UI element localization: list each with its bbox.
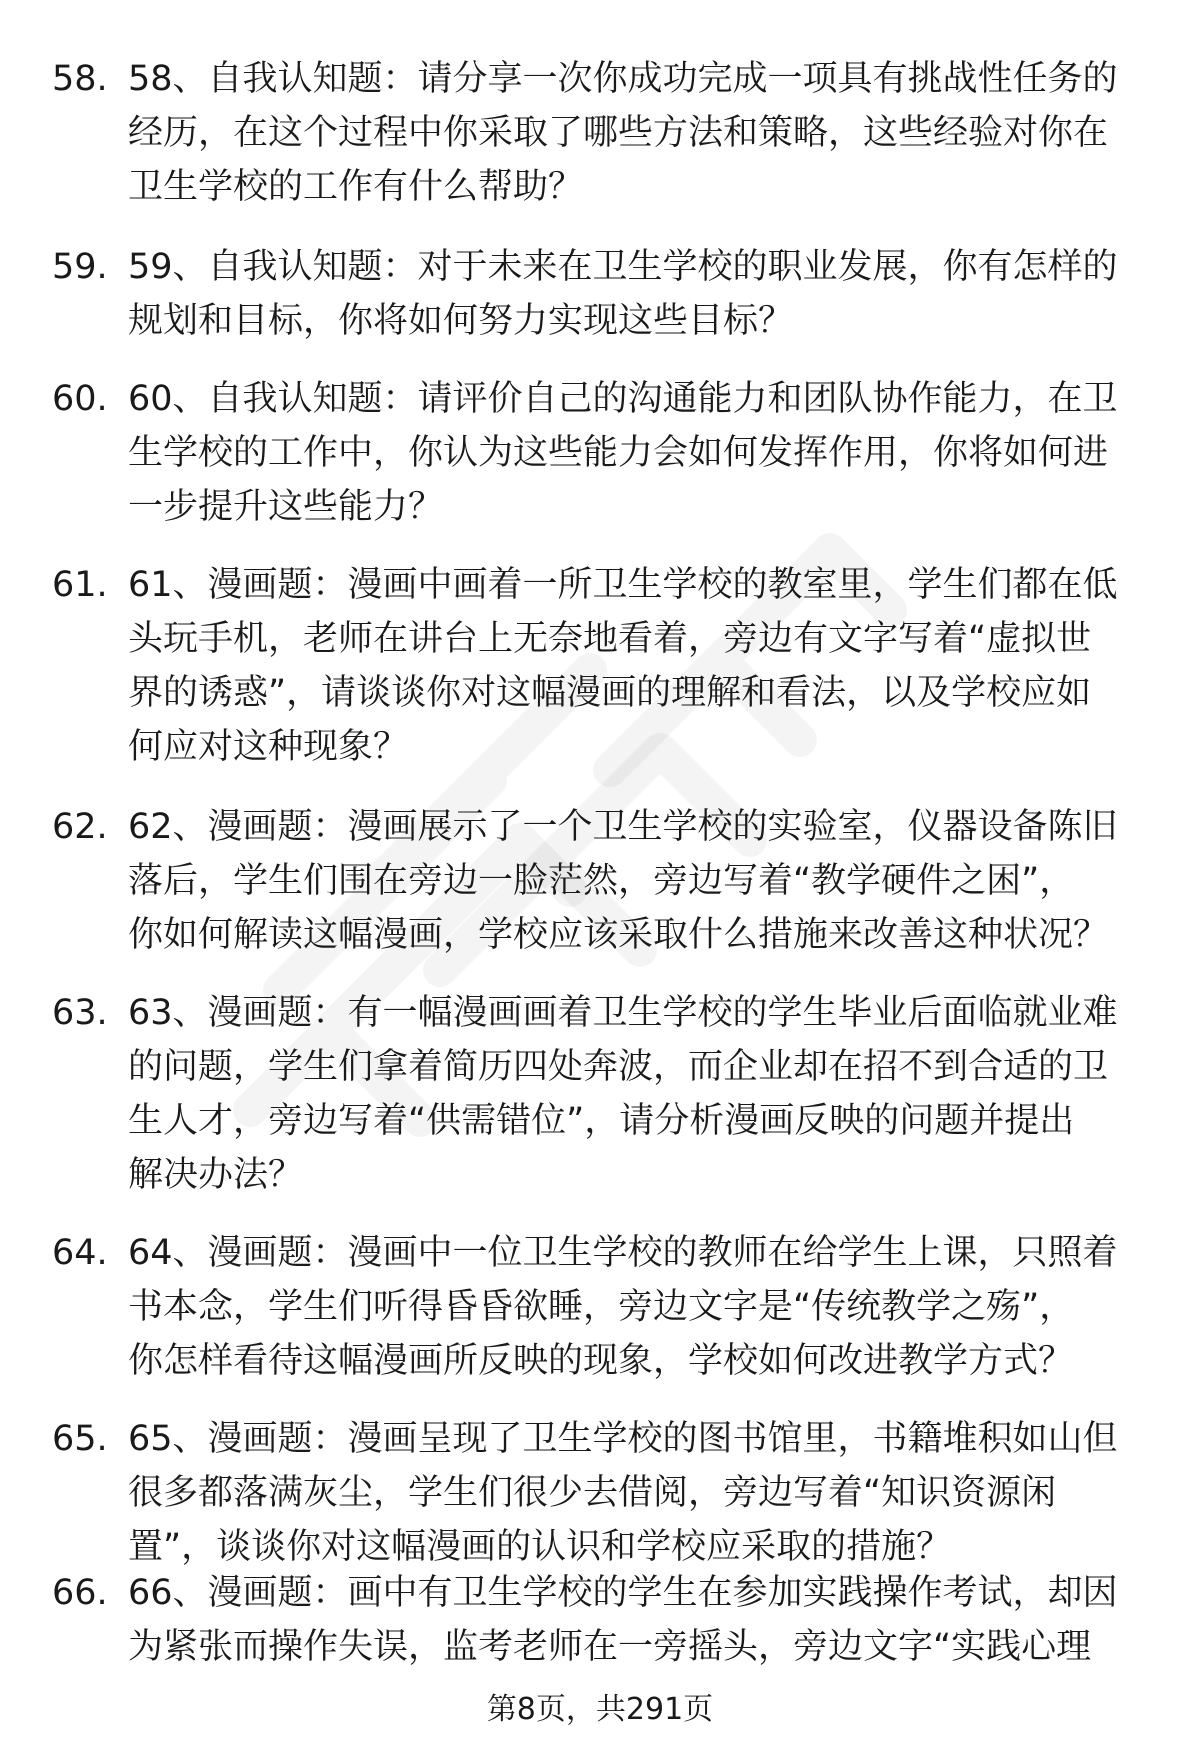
question-number: 65. — [52, 1419, 108, 1459]
question-number: 60. — [52, 379, 108, 419]
question-text — [128, 558, 1153, 774]
question-text-line: 你怎样看待这幅漫画所反映的现象，学校如何改进教学方式？ — [128, 1341, 1074, 1381]
question-text-line: 59、自我认知题：对于未来在卫生学校的职业发展，你有怎样的 — [128, 247, 1118, 287]
question-text-line: 规划和目标，你将如何努力实现这些目标？ — [128, 301, 794, 341]
question-text — [128, 1226, 1153, 1388]
question-number: 59. — [52, 247, 108, 287]
question-text-line: 经历，在这个过程中你采取了哪些方法和策略，这些经验对你在 — [128, 113, 1109, 153]
question-text-line: 头玩手机，老师在讲台上无奈地看着，旁边有文字写着“虚拟世 — [128, 619, 1092, 659]
question-text-line: 的问题，学生们拿着简历四处奔波，而企业却在招不到合适的卫 — [128, 1047, 1109, 1087]
question-text — [128, 1412, 1153, 1574]
question-text-line: 置”，谈谈你对这幅漫画的认识和学校应采取的措施？ — [128, 1527, 952, 1567]
question-text-line: 生学校的工作中，你认为这些能力会如何发挥作用，你将如何进 — [128, 433, 1109, 473]
question-number: 66. — [52, 1573, 108, 1613]
question-text-line: 65、漫画题：漫画呈现了卫生学校的图书馆里，书籍堆积如山但 — [128, 1419, 1118, 1459]
question-text-line: 书本念，学生们听得昏昏欲睡，旁边文字是“传统教学之殇”， — [128, 1287, 1075, 1327]
question-text-line: 很多都落满灰尘，学生们很少去借阅，旁边写着“知识资源闲 — [128, 1473, 1057, 1513]
question-text-line: 落后，学生们围在旁边一脸茫然，旁边写着“教学硬件之困”， — [128, 861, 1075, 901]
question-text-line: 64、漫画题：漫画中一位卫生学校的教师在给学生上课，只照着 — [128, 1233, 1118, 1273]
question-text-line: 一步提升这些能力？ — [128, 487, 444, 527]
question-number: 62. — [52, 807, 108, 847]
question-text-line: 62、漫画题：漫画展示了一个卫生学校的实验室，仪器设备陈旧 — [128, 807, 1118, 847]
question-text-line: 解决办法？ — [128, 1155, 304, 1195]
question-text — [128, 52, 1153, 214]
question-number: 64. — [52, 1233, 108, 1273]
question-text-line: 60、自我认知题：请评价自己的沟通能力和团队协作能力，在卫 — [128, 379, 1118, 419]
question-text — [128, 986, 1153, 1202]
question-text-line: 生人才，旁边写着“供需错位”，请分析漫画反映的问题并提出 — [128, 1101, 1075, 1141]
question-text-line: 卫生学校的工作有什么帮助？ — [128, 167, 584, 207]
question-text-line: 58、自我认知题：请分享一次你成功完成一项具有挑战性任务的 — [128, 59, 1118, 99]
question-text-line: 63、漫画题：有一幅漫画画着卫生学校的学生毕业后面临就业难 — [128, 993, 1118, 1033]
question-text-line: 61、漫画题：漫画中画着一所卫生学校的教室里，学生们都在低 — [128, 565, 1118, 605]
question-text-line: 何应对这种现象？ — [128, 727, 409, 767]
question-number: 63. — [52, 993, 108, 1033]
question-text-line: 界的诱惑”，请谈谈你对这幅漫画的理解和看法，以及学校应如 — [128, 673, 1092, 713]
question-text-line: 为紧张而操作失误，监考老师在一旁摇头，旁边文字“实践心理 — [128, 1627, 1092, 1667]
question-text — [128, 800, 1153, 962]
question-number: 61. — [52, 565, 108, 605]
page-footer: 第8页，共291页 — [486, 1692, 714, 1727]
question-text — [128, 1566, 1153, 1674]
question-text — [128, 240, 1153, 348]
question-text — [128, 372, 1153, 534]
question-text-line: 66、漫画题：画中有卫生学校的学生在参加实践操作考试，却因 — [128, 1573, 1118, 1613]
question-text-line: 你如何解读这幅漫画，学校应该采取什么措施来改善这种状况？ — [128, 915, 1109, 955]
question-number: 58. — [52, 59, 108, 99]
